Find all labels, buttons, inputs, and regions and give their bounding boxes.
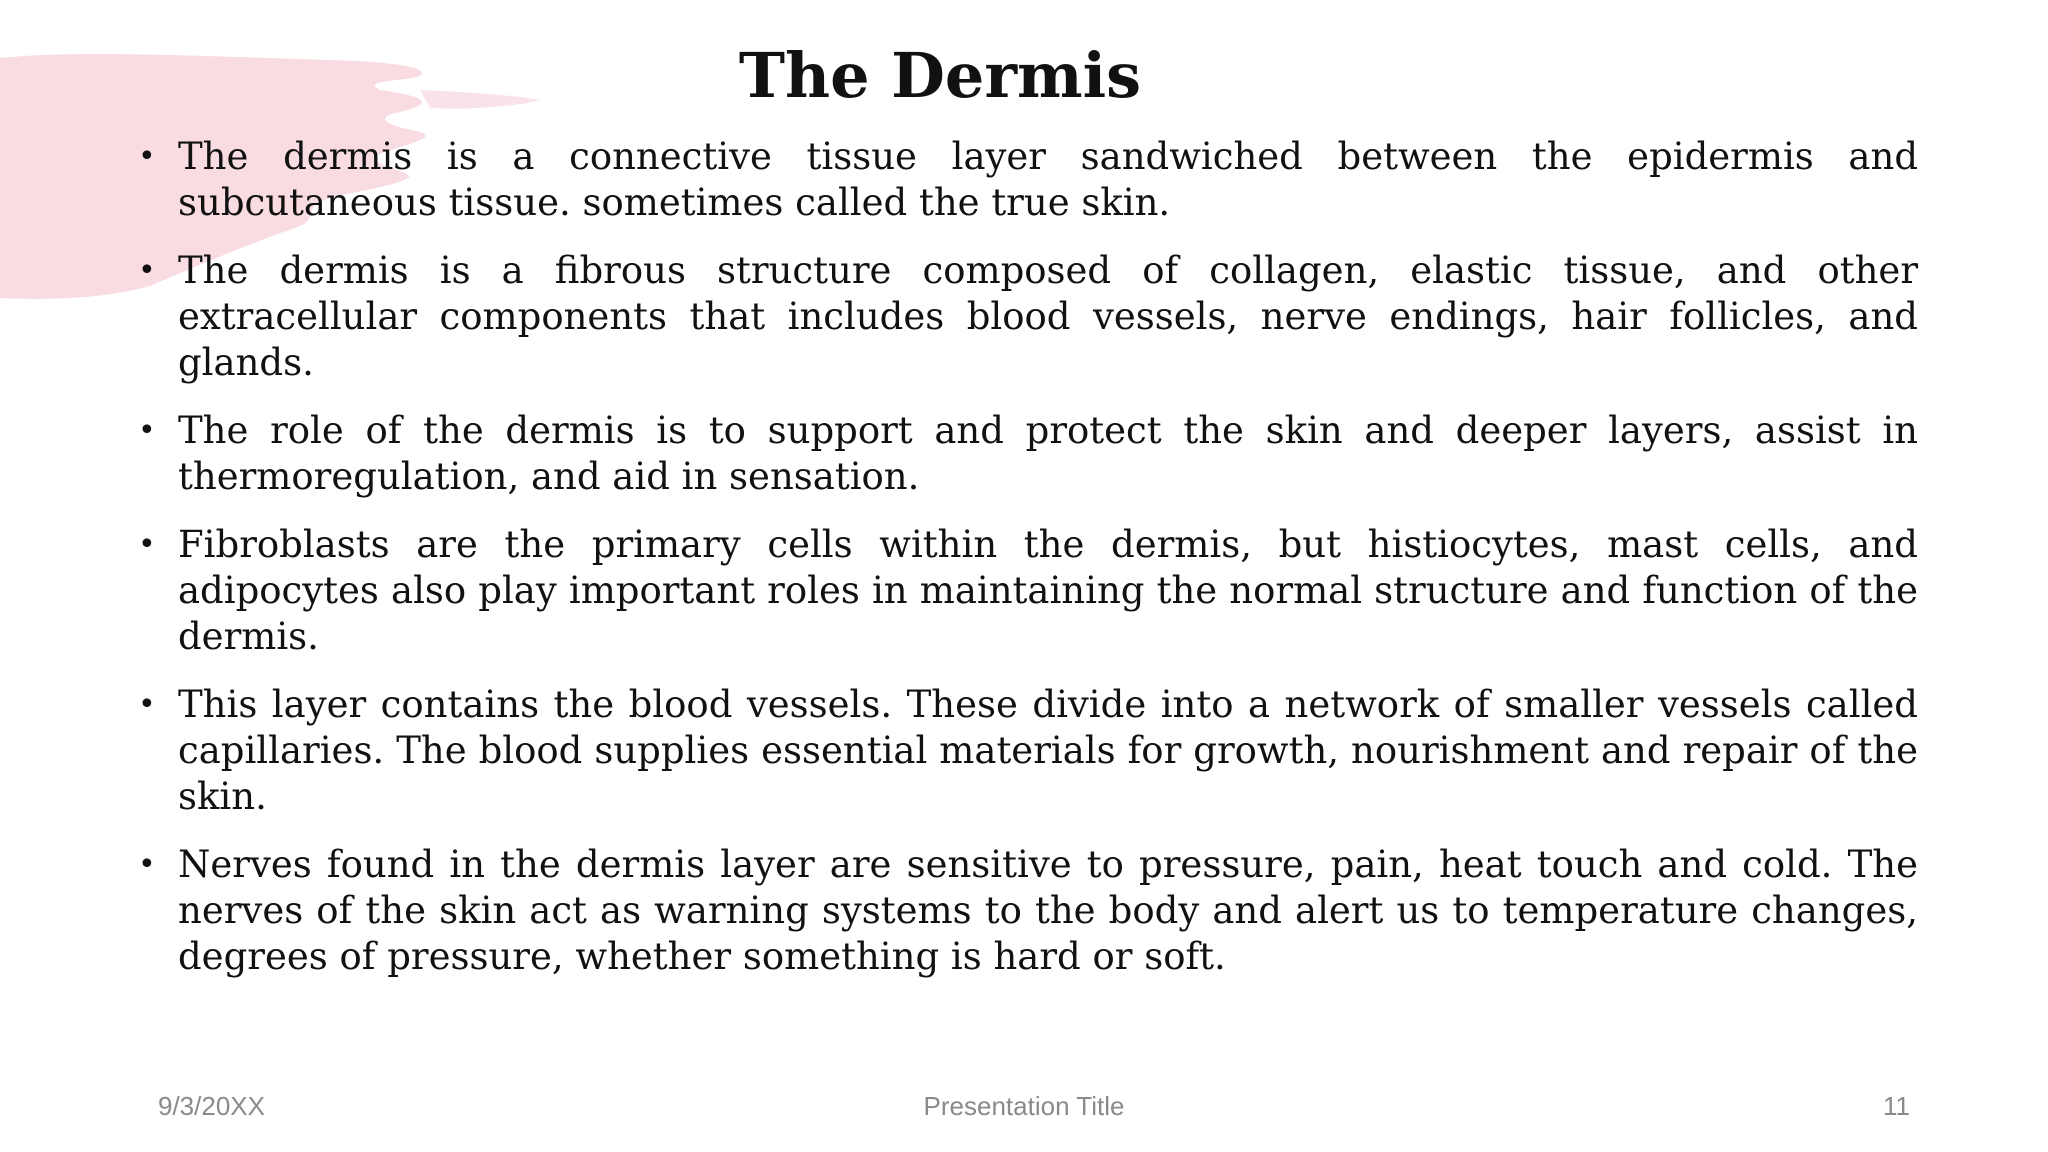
slide-title: The Dermis [738, 39, 1142, 112]
bullet-marker: • [138, 253, 156, 288]
footer-presentation-title: Presentation Title [923, 1091, 1125, 1121]
bullet-item [138, 134, 1918, 226]
bullet-marker: • [138, 847, 156, 882]
bullet-text: This layer contains the blood vessels. These divide into a network of smaller vessels called capillaries. The blood supplies essential materials for growth, nourishment and repair of the skin. [178, 683, 1918, 818]
bullet-item [138, 522, 1918, 660]
bullet-text: Fibroblasts are the primary cells within the dermis, but histiocytes, mast cells, and adipocytes also play important roles in maintaining the normal structure and function of the dermis. [178, 523, 1918, 658]
bullet-text: The dermis is a connective tissue layer sandwiched between the epidermis and subcutaneous tissue. sometimes called the true skin. [178, 135, 1918, 224]
footer-page-number: 11 [1883, 1091, 1910, 1121]
bullet-list [138, 134, 1918, 1002]
bullet-item [138, 408, 1918, 500]
bullet-item [138, 842, 1918, 980]
footer-date: 9/3/20XX [158, 1091, 265, 1121]
bullet-marker: • [138, 139, 156, 174]
bullet-marker: • [138, 527, 156, 562]
bullet-item [138, 682, 1918, 820]
bullet-text: Nerves found in the dermis layer are sensitive to pressure, pain, heat touch and cold. The nerves of the skin act as warning systems to the body and alert us to temperature changes, degrees of pressure, whether something is hard or soft. [178, 843, 1918, 978]
bullet-text: The dermis is a fibrous structure composed of collagen, elastic tissue, and other extracellular components that includes blood vessels, nerve endings, hair follicles, and glands. [178, 249, 1918, 384]
bullet-marker: • [138, 413, 156, 448]
bullet-text: The role of the dermis is to support and protect the skin and deeper layers, assist in thermoregulation, and aid in sensation. [178, 409, 1918, 498]
bullet-item [138, 248, 1918, 386]
bullet-marker: • [138, 687, 156, 722]
